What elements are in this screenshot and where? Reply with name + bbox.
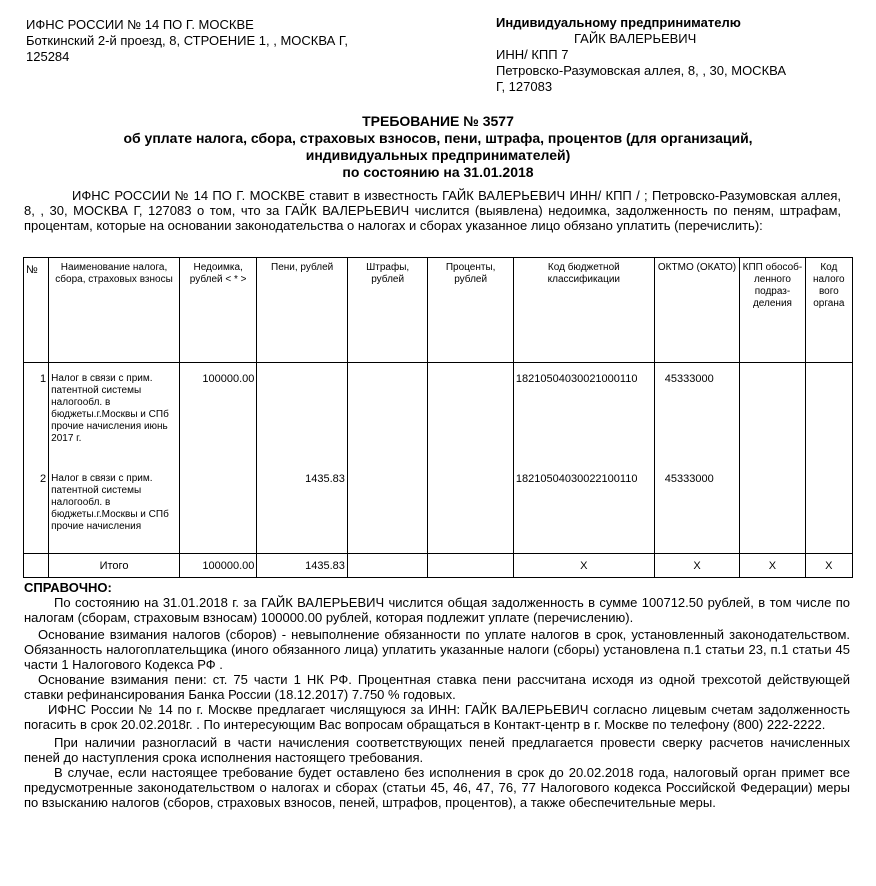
intro-text: ИФНС РОССИИ № 14 ПО Г. МОСКВЕ ставит в известность ГАЙК ВАЛЕРЬЕВИЧ ИНН/ КПП / ; Петровско-Разумовская аллея, 8, , 30, МОСКВА Г, 127083 о том, что за ГАЙК ВАЛЕРЬЕВИЧ числится (выявлена) недоимка, задолженность по пеням, штрафам, процентам, которые на основании законодательства о налогах и сборах указанное лицо обязано уплатить (перечислить):	[24, 188, 841, 233]
col-penalty: Пени, рублей	[257, 258, 348, 363]
table-header-row	[24, 258, 853, 363]
intro-paragraph	[24, 188, 841, 233]
total-kpp: Х	[740, 554, 805, 578]
total-oktmo: Х	[654, 554, 740, 578]
table-row	[24, 473, 853, 554]
sender-name: ИФНС РОССИИ № 14 ПО Г. МОСКВЕ	[26, 17, 254, 32]
row-kbk: 18210504030021000110	[513, 363, 654, 474]
reference-heading: СПРАВОЧНО:	[24, 580, 112, 595]
col-name: Наименование налога, сбора, страховых взносы	[49, 258, 180, 363]
total-num	[24, 554, 49, 578]
recipient-address-line1: Петровско-Разумовская аллея, 8, , 30, МОСКВА	[496, 63, 787, 78]
col-kbk: Код бюджетной классификации	[513, 258, 654, 363]
reference-paragraph-disagreements: При наличии разногласий в части начисления соответствующих пеней предлагается провести сверку расчетов начисленных пеней до наступления срока исполнения настоящего требования.	[24, 735, 850, 765]
reference-paragraph-balance: По состоянию на 31.01.2018 г. за ГАЙК ВАЛЕРЬЕВИЧ числится общая задолженность в сумме 100712.50 рублей, в том числе по налогам (сборам, страховым взносам) 100000.00 рублей, которая подлежит уплате (перечислению).	[24, 595, 850, 625]
table-row	[24, 363, 853, 474]
row-arrears	[179, 473, 256, 554]
reference-paragraph-tax-basis: Основание взимания налогов (сборов) - невыполнение обязанности по уплате налогов в срок, установленный законодательством. Обязанность налогоплательщика (иного обязанного лица) уплатить указанные налоги (сборы) установлена п.1 статьи 23, п.1 статьи 45 части 1 Налогового Кодекса РФ .	[24, 627, 850, 672]
col-arrears: Недоимка, рублей < * >	[179, 258, 256, 363]
document-title	[0, 113, 876, 181]
col-org-code: Код налого вого органа	[805, 258, 852, 363]
title-line1: ТРЕБОВАНИЕ № 3577	[362, 113, 514, 129]
row-name: Налог в связи с прим. патентной системы налогообл. в бюджеты.г.Москвы и СПб прочие начисления	[49, 473, 180, 554]
recipient-address-line2: Г, 127083	[496, 79, 553, 94]
row-interest	[428, 473, 514, 554]
sender-block	[26, 17, 426, 65]
sender-address-line2: 125284	[26, 49, 70, 64]
reference-paragraph-enforcement: В случае, если настоящее требование будет оставлено без исполнения в срок до 20.02.2018 года, налоговый орган примет все предусмотренные законодательством о налогах и сборах (статьи 45, 46, 47, 76, 77 Налогового кодекса Российской Федерации) меры по взысканию налогов (сборов, страховых взносов, пеней, штрафов, процентов), а также обеспечительные меры.	[24, 765, 850, 810]
reference-paragraph-payment-deadline: ИФНС России № 14 по г. Москве предлагает числящуюся за ИНН: ГАЙК ВАЛЕРЬЕВИЧ согласно лицевым счетам задолженность погасить в срок 20.02.2018г. . По интересующим Вас вопросам обращаться в Контакт-центр в г. Москве по телефону (800) 222-2222.	[24, 702, 850, 732]
row-fines	[347, 363, 427, 474]
table-total-row	[24, 554, 853, 578]
row-oktmo: 45333000	[654, 363, 740, 474]
col-oktmo: ОКТМО (ОКАТО)	[654, 258, 740, 363]
row-kpp	[740, 473, 805, 554]
row-penalty	[257, 363, 348, 474]
row-org-code	[805, 473, 852, 554]
row-oktmo: 45333000	[654, 473, 740, 554]
total-label: Итого	[49, 554, 180, 578]
recipient-label: Индивидуальному предпринимателю	[496, 15, 741, 30]
total-arrears: 100000.00	[179, 554, 256, 578]
col-kpp: КПП обособ-ленного подраз-деления	[740, 258, 805, 363]
sender-address-line1: Боткинский 2-й проезд, 8, СТРОЕНИЕ 1, , МОСКВА Г,	[26, 33, 348, 48]
recipient-block	[496, 15, 836, 95]
total-fines	[347, 554, 427, 578]
row-arrears: 100000.00	[179, 363, 256, 474]
row-penalty: 1435.83	[257, 473, 348, 554]
row-kbk: 18210504030022100110	[513, 473, 654, 554]
total-org-code: Х	[805, 554, 852, 578]
reference-paragraph-penalty-basis: Основание взимания пени: ст. 75 части 1 НК РФ. Процентная ставка пени рассчитана исходя из одной трехсотой действующей ставки рефинансирования Банка России (18.12.2017) 7.750 % годовых.	[24, 672, 850, 702]
col-interest: Проценты, рублей	[428, 258, 514, 363]
title-line2: об уплате налога, сбора, страховых взносов, пени, штрафа, процентов (для организаций,	[123, 130, 753, 146]
row-num: 1	[24, 363, 49, 474]
row-fines	[347, 473, 427, 554]
title-line4: по состоянию на 31.01.2018	[342, 164, 534, 180]
total-interest	[428, 554, 514, 578]
reference-section	[24, 580, 850, 810]
row-kpp	[740, 363, 805, 474]
col-num: №	[24, 258, 49, 363]
arrears-table	[23, 257, 853, 578]
row-name: Налог в связи с прим. патентной системы налогообл. в бюджеты.г.Москвы и СПб прочие начисления июнь 2017 г.	[49, 363, 180, 474]
recipient-inn-kpp: ИНН/ КПП 7	[496, 47, 569, 62]
col-fines: Штрафы, рублей	[347, 258, 427, 363]
row-num: 2	[24, 473, 49, 554]
total-kbk: Х	[513, 554, 654, 578]
total-penalty: 1435.83	[257, 554, 348, 578]
row-interest	[428, 363, 514, 474]
recipient-name: ГАЙК ВАЛЕРЬЕВИЧ	[574, 31, 697, 46]
title-line3: индивидуальных предпринимателей)	[305, 147, 571, 163]
row-org-code	[805, 363, 852, 474]
